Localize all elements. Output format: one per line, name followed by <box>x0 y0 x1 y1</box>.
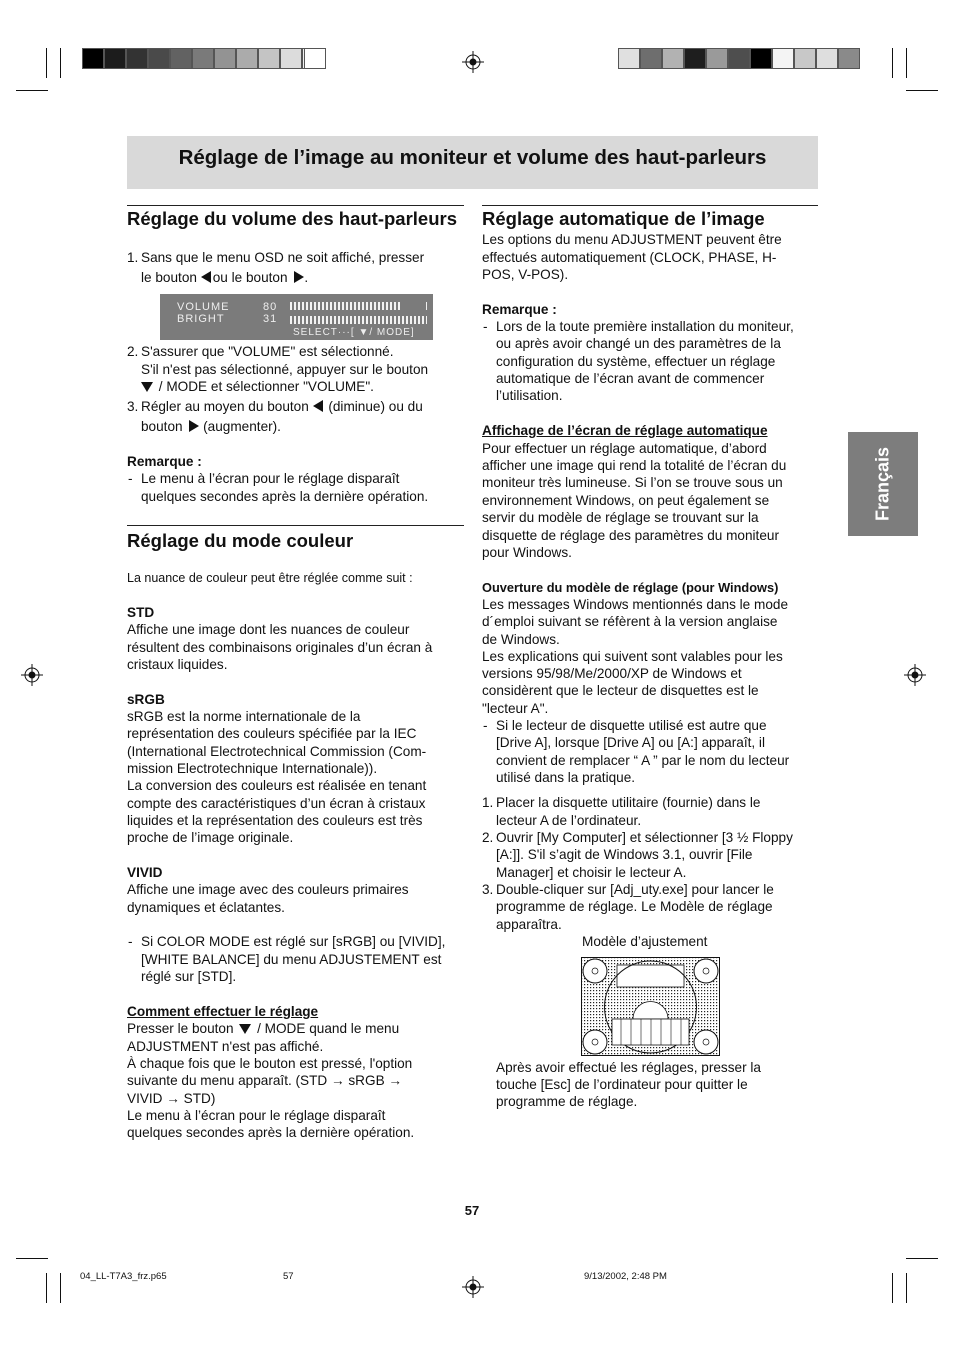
auto-remark-label: Remarque : <box>482 302 557 317</box>
how-to-line: ADJUSTMENT n'est pas affiché. <box>127 1039 324 1054</box>
after-line: programme de réglage. <box>496 1094 638 1109</box>
down-arrow-icon <box>141 382 153 392</box>
color-note-line: Si COLOR MODE est réglé sur [sRGB] ou [VIVID], <box>141 934 446 949</box>
volume-step-2-line2: S'il n'est pas sélectionné, appuyer sur le bouton <box>141 362 429 377</box>
registration-mark-icon <box>462 1276 484 1298</box>
auto-step-line: Manager] et choisir le lecteur A. <box>496 865 687 880</box>
auto-step-line: Double-cliquer sur [Adj_uty.exe] pour lancer le <box>496 882 774 897</box>
osd-volume-track <box>290 302 427 310</box>
srgb-line: mission Electrotechnique Internationale)). <box>127 761 378 776</box>
open-line: versions 95/98/Me/2000/XP de Windows et <box>482 666 742 681</box>
display-line: afficher une image qui rend la totalité de l’écran du <box>482 458 787 473</box>
auto-step-line: apparaîtra. <box>496 917 562 932</box>
volume-heading: Réglage du volume des haut-parleurs <box>127 208 457 229</box>
registration-mark-icon <box>904 664 926 686</box>
osd-bright-bar <box>290 316 427 324</box>
color-note-line: réglé sur [STD]. <box>141 969 237 984</box>
vivid-label: VIVID <box>127 865 163 880</box>
down-arrow-icon <box>239 1024 251 1034</box>
display-line: moniteur très lumineuse. Si l’on se trouve sous un <box>482 475 783 490</box>
srgb-line: proche de l’image originale. <box>127 830 294 845</box>
auto-step-num: 2. <box>482 830 494 845</box>
dash: - <box>483 319 488 334</box>
auto-step-line: programme de réglage. Le Modèle de réglage <box>496 899 773 914</box>
volume-step-1-num: 1. <box>127 250 139 265</box>
display-label: Affichage de l’écran de réglage automatique <box>482 423 768 438</box>
dash: - <box>128 934 133 949</box>
auto-step-line: lecteur A de l’ordinateur. <box>496 813 642 828</box>
volume-remark-label: Remarque : <box>127 454 202 469</box>
volume-step-3-num: 3. <box>127 399 139 414</box>
auto-step-line: [A:]]. S'il s’agit de Windows 3.1, ouvrir [File <box>496 847 753 862</box>
auto-intro-line: POS, V-POS). <box>482 267 569 282</box>
footer-date: 9/13/2002, 2:48 PM <box>584 1271 667 1282</box>
open-label: Ouverture du modèle de réglage (pour Windows) <box>482 580 779 595</box>
auto-step-line: Ouvrir [My Computer] et sélectionner [3 ½ Floppy <box>496 830 793 845</box>
std-line: résultent des combinaisons originales d’un écran à <box>127 640 433 655</box>
auto-remark-line: Lors de la toute première installation du moniteur, <box>496 319 794 334</box>
auto-intro-line: Les options du menu ADJUSTMENT peuvent être <box>482 232 782 247</box>
display-line: pour Windows. <box>482 545 572 560</box>
auto-step-num: 1. <box>482 795 494 810</box>
dash: - <box>128 471 133 486</box>
srgb-line: représentation des couleurs spécifiée par la IEC <box>127 726 417 741</box>
color-note-line: [WHITE BALANCE] du menu ADJUSTEMENT est <box>141 952 442 967</box>
section-rule <box>482 205 818 206</box>
left-arrow-icon <box>201 271 211 283</box>
open-line: considèrent que le lecteur de disquettes est le <box>482 683 759 698</box>
osd-footer: SELECT···[ ▼/ MODE] <box>293 327 415 338</box>
volume-step-1-text: Sans que le menu OSD ne soit affiché, presser <box>141 250 425 265</box>
how-to-line: VIVID → STD) <box>127 1091 216 1106</box>
pattern-caption: Modèle d’ajustement <box>582 934 708 949</box>
volume-step-1-buttons: le bouton ou le bouton . <box>141 270 309 285</box>
drive-note-line: utilisé dans la pratique. <box>496 770 636 785</box>
display-line: disquette de réglage des paramètres du moniteur <box>482 528 779 543</box>
language-tab-label: Français <box>872 446 893 522</box>
srgb-line: (International Electrotechnical Commission (Com- <box>127 744 427 759</box>
auto-remark-line: ou après avoir changé un des paramètres de la <box>496 336 781 351</box>
page-number: 57 <box>464 1203 480 1218</box>
how-to-line: suivante du menu apparaît. (STD → sRGB → <box>127 1073 403 1088</box>
volume-step-2-line3: / MODE et sélectionner "VOLUME". <box>141 378 374 395</box>
srgb-line: La conversion des couleurs est réalisée en tenant <box>127 778 427 793</box>
auto-step-num: 3. <box>482 882 494 897</box>
auto-heading: Réglage automatique de l’image <box>482 208 765 229</box>
left-arrow-icon <box>313 400 323 412</box>
open-line: d´emploi suivant se réfèrent à la version anglaise <box>482 614 778 629</box>
display-line: environnement Windows, on peut également se <box>482 493 770 508</box>
color-heading: Réglage du mode couleur <box>127 530 354 551</box>
color-intro: La nuance de couleur peut être réglée comme suit : <box>127 571 413 585</box>
auto-remark-line: configuration du système, effectuer un réglage <box>496 354 776 369</box>
volume-step-2-num: 2. <box>127 344 139 359</box>
osd-volume-value: 80 <box>263 301 278 313</box>
drive-note-line: Si le lecteur de disquette utilisé est autre que <box>496 718 767 733</box>
open-line: de Windows. <box>482 632 560 647</box>
display-line: Pour effectuer un réglage automatique, d’abord <box>482 441 767 456</box>
drive-note-line: convient de remplacer “ A ” par le nom du lecteur <box>496 753 790 768</box>
volume-step-3-line2: bouton (augmenter). <box>141 419 281 434</box>
how-to-line: À chaque fois que le bouton est pressé, l'option <box>127 1056 413 1071</box>
section-rule <box>127 205 464 206</box>
volume-step-2-text: S'assurer que "VOLUME" est sélectionné. <box>141 344 394 359</box>
std-label: STD <box>127 605 155 620</box>
srgb-label: sRGB <box>127 692 165 707</box>
display-line: servir du modèle de réglage se trouvant sur la <box>482 510 759 525</box>
after-line: Après avoir effectué les réglages, presser la <box>496 1060 761 1075</box>
osd-bright-label: BRIGHT <box>177 313 225 325</box>
std-line: cristaux liquides. <box>127 657 228 672</box>
language-tab <box>848 432 918 536</box>
auto-intro-line: effectués automatiquement (CLOCK, PHASE, H- <box>482 250 777 265</box>
auto-step-line: Placer la disquette utilitaire (fournie) dans le <box>496 795 761 810</box>
vivid-line: dynamiques et éclatantes. <box>127 900 285 915</box>
volume-step-3-text: Régler au moyen du bouton (diminue) ou du <box>141 399 423 414</box>
footer-page: 57 <box>283 1271 294 1282</box>
osd-volume-label: VOLUME <box>177 301 230 313</box>
osd-bright-value: 31 <box>263 313 278 325</box>
vivid-line: Affiche une image avec des couleurs primaires <box>127 882 409 897</box>
srgb-line: liquides et la représentation des couleurs est très <box>127 813 423 828</box>
adjustment-pattern-image <box>581 957 720 1056</box>
how-to-line: quelques secondes après la dernière opération. <box>127 1125 415 1140</box>
osd-bright-track <box>290 316 427 324</box>
page-title: Réglage de l’image au moniteur et volume des haut-parleurs <box>178 146 767 169</box>
dash: - <box>483 718 488 733</box>
after-line: touche [Esc] de l’ordinateur pour quitter le <box>496 1077 748 1092</box>
auto-remark-line: l’utilisation. <box>496 388 563 403</box>
how-to-line: Le menu à l’écran pour le réglage disparaît <box>127 1108 386 1123</box>
open-line: Les explications qui suivent sont valables pour les <box>482 649 783 664</box>
open-line: "lecteur A". <box>482 701 549 716</box>
volume-remark-line: quelques secondes après la dernière opération. <box>141 489 429 504</box>
srgb-line: sRGB est la norme internationale de la <box>127 709 361 724</box>
registration-mark-icon <box>462 51 484 73</box>
how-to-label: Comment effectuer le réglage <box>127 1004 319 1019</box>
open-line: Les messages Windows mentionnés dans le mode <box>482 597 789 612</box>
srgb-line: compte des caractéristiques d’un écran à cristaux <box>127 796 426 811</box>
registration-mark-icon <box>21 664 43 686</box>
auto-remark-line: automatique de l’écran avant de commencer <box>496 371 765 386</box>
std-line: Affiche une image dont les nuances de couleur <box>127 622 410 637</box>
drive-note-line: [Drive A], lorsque [Drive A] ou [A:] apparaît, il <box>496 735 765 750</box>
osd-volume-bar <box>290 302 400 310</box>
right-arrow-icon <box>294 271 304 283</box>
section-rule <box>127 525 464 526</box>
volume-remark-line: Le menu à l’écran pour le réglage disparaît <box>141 471 400 486</box>
right-arrow-icon <box>189 420 199 432</box>
osd-volume-menu <box>160 294 433 340</box>
footer-file: 04_LL-T7A3_frz.p65 <box>80 1271 167 1282</box>
how-to-line: Presser le bouton / MODE quand le menu <box>127 1021 400 1036</box>
